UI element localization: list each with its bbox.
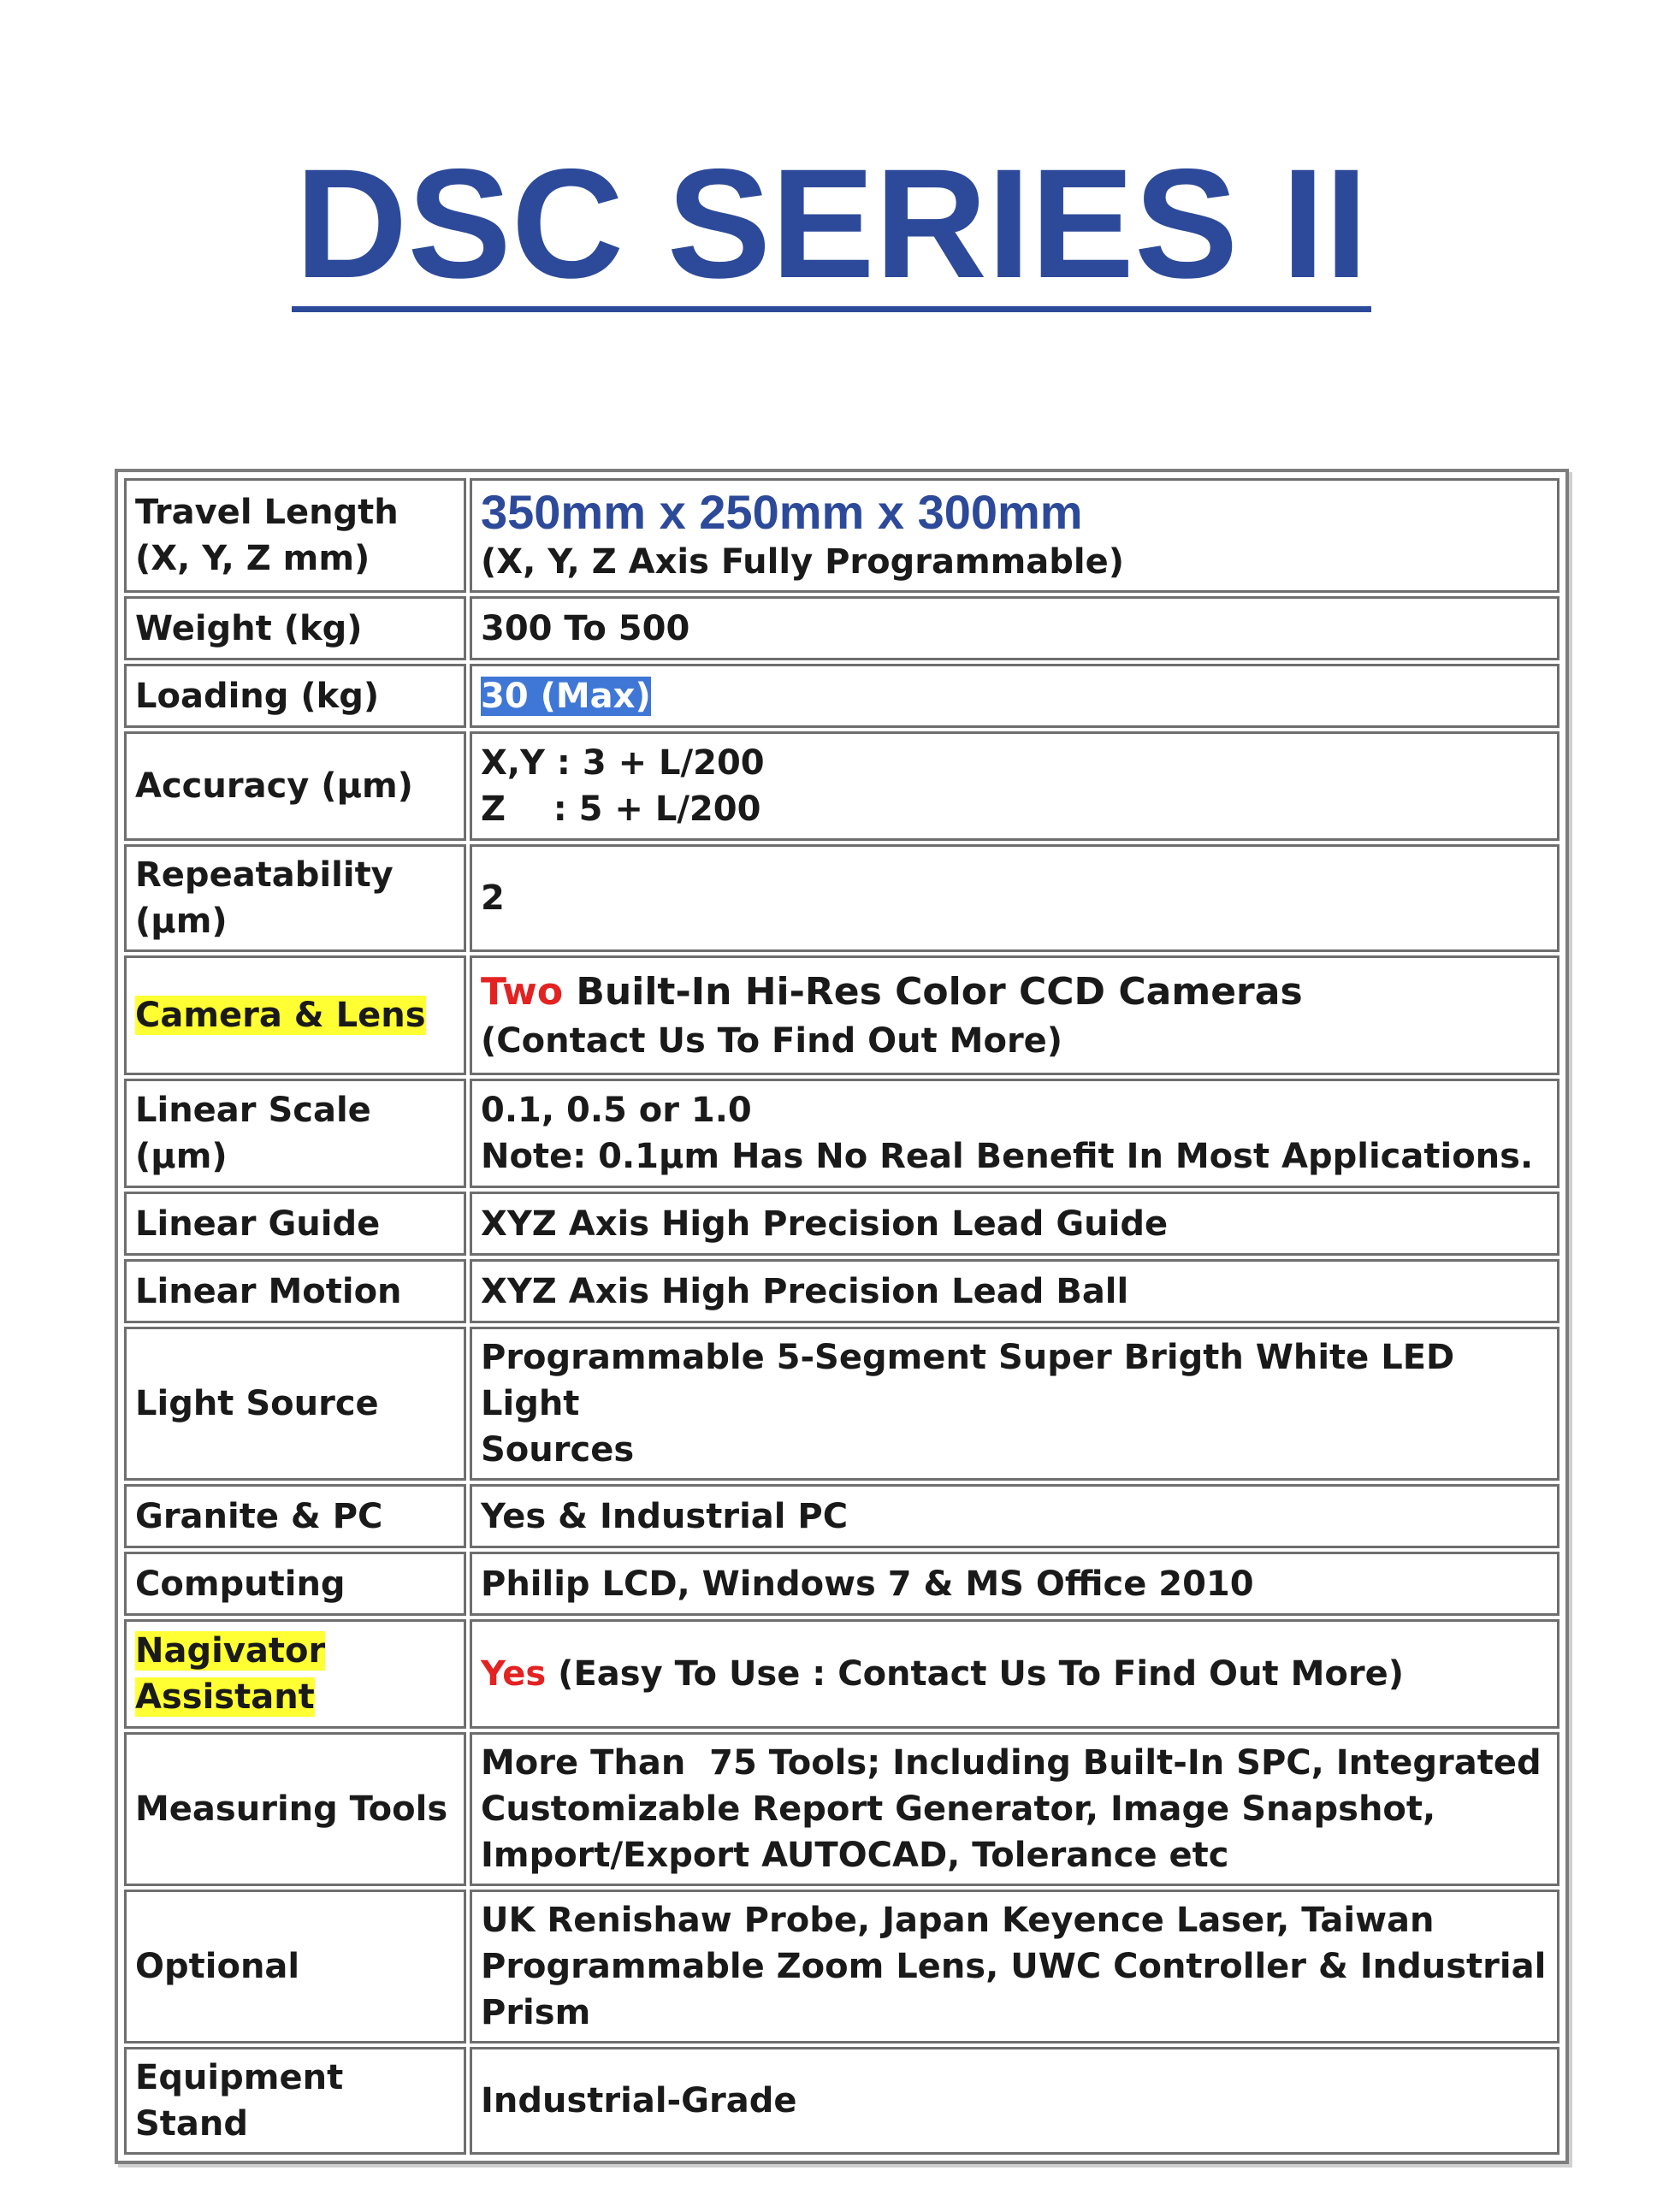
measuring-tools-label: Measuring Tools	[124, 1732, 466, 1886]
camera-lens-label	[124, 955, 466, 1075]
table-row	[124, 478, 1559, 593]
repeatability-value: 2	[470, 844, 1559, 952]
linear-motion-label: Linear Motion	[124, 1259, 466, 1323]
equipment-stand-value: Industrial-Grade	[470, 2047, 1559, 2155]
computing-label: Computing	[124, 1552, 466, 1616]
highlighted-label: Camera & Lens	[135, 996, 426, 1035]
table-row	[124, 1327, 1559, 1481]
table-row	[124, 731, 1559, 841]
table-row	[124, 1192, 1559, 1256]
repeatability-label: Repeatability (µm)	[124, 844, 466, 952]
page-title-text: DSC SERIES II	[292, 145, 1371, 312]
table-row	[124, 596, 1559, 660]
travel-length-value	[470, 478, 1559, 593]
linear-guide-value: XYZ Axis High Precision Lead Guide	[470, 1192, 1559, 1256]
highlighted-label: Nagivator	[135, 1631, 326, 1671]
table-row	[124, 664, 1559, 728]
selected-text[interactable]: 30 (Max)	[481, 676, 651, 716]
light-source-label: Light Source	[124, 1327, 466, 1481]
table-row	[124, 2047, 1559, 2155]
table-row	[124, 1890, 1559, 2043]
travel-length-dimensions: 350mm x 250mm x 300mm	[481, 485, 1083, 539]
page-title	[0, 136, 1663, 312]
linear-motion-value: XYZ Axis High Precision Lead Ball	[470, 1259, 1559, 1323]
navigator-value: Yes (Easy To Use : Contact Us To Find Out More)	[470, 1619, 1559, 1729]
navigator-yes: Yes	[481, 1654, 547, 1694]
spec-table-frame	[115, 469, 1569, 2164]
table-row	[124, 1732, 1559, 1886]
granite-pc-value: Yes & Industrial PC	[470, 1484, 1559, 1548]
travel-length-note: (X, Y, Z Axis Fully Programmable)	[481, 542, 1125, 582]
table-row	[124, 1552, 1559, 1616]
weight-value: 300 To 500	[470, 596, 1559, 660]
linear-scale-value: 0.1, 0.5 or 1.0 Note: 0.1µm Has No Real Benefit In Most Applications.	[470, 1079, 1559, 1188]
light-source-value: Programmable 5-Segment Super Brigth White LED Light Sources	[470, 1327, 1559, 1481]
highlighted-label: Assistant	[135, 1677, 315, 1717]
table-row	[124, 955, 1559, 1075]
table-row	[124, 1484, 1559, 1548]
measuring-tools-value: More Than 75 Tools; Including Built-In SPC, Integrated Customizable Report Generator, Image Snapshot, Import/Export AUTOCAD, Tolerance etc	[470, 1732, 1559, 1886]
optional-value: UK Renishaw Probe, Japan Keyence Laser, Taiwan Programmable Zoom Lens, UWC Controller & Industrial Prism	[470, 1890, 1559, 2043]
accuracy-label: Accuracy (µm)	[124, 731, 466, 841]
linear-scale-label: Linear Scale (µm)	[124, 1079, 466, 1188]
navigator-label	[124, 1619, 466, 1729]
table-row	[124, 1619, 1559, 1729]
linear-guide-label: Linear Guide	[124, 1192, 466, 1256]
table-row	[124, 1259, 1559, 1323]
accuracy-value: X,Y : 3 + L/200 Z : 5 + L/200	[470, 731, 1559, 841]
equipment-stand-label: Equipment Stand	[124, 2047, 466, 2155]
optional-label: Optional	[124, 1890, 466, 2043]
travel-length-label: Travel Length (X, Y, Z mm)	[124, 478, 466, 593]
table-row	[124, 1079, 1559, 1188]
computing-value: Philip LCD, Windows 7 & MS Office 2010	[470, 1552, 1559, 1616]
granite-pc-label: Granite & PC	[124, 1484, 466, 1548]
loading-value	[470, 664, 1559, 728]
spec-table	[121, 475, 1563, 2158]
camera-count: Two	[481, 970, 564, 1014]
weight-label: Weight (kg)	[124, 596, 466, 660]
loading-label: Loading (kg)	[124, 664, 466, 728]
table-row	[124, 844, 1559, 952]
camera-lens-value: Two Built-In Hi-Res Color CCD Cameras (Contact Us To Find Out More)	[470, 955, 1559, 1075]
